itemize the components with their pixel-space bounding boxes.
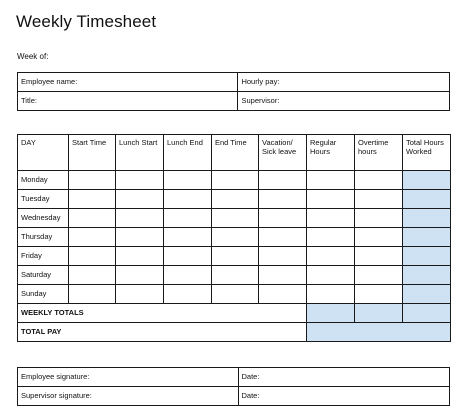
col-header-overtime-hours: Overtime hours	[355, 135, 403, 171]
cell[interactable]	[69, 209, 116, 228]
cell[interactable]	[212, 285, 259, 304]
total-hours-cell[interactable]	[403, 171, 451, 190]
cell[interactable]	[116, 171, 164, 190]
cell[interactable]	[116, 247, 164, 266]
cell[interactable]	[212, 247, 259, 266]
cell[interactable]	[259, 171, 307, 190]
employee-name-label: Employee name:	[21, 76, 78, 86]
cell[interactable]	[164, 171, 212, 190]
cell[interactable]	[259, 266, 307, 285]
supervisor-signature-date-field[interactable]	[238, 387, 450, 406]
employee-name-field[interactable]	[18, 73, 238, 92]
cell[interactable]	[164, 228, 212, 247]
regular-hours-total-cell[interactable]	[307, 304, 355, 323]
employee-info-table	[17, 72, 450, 111]
table-row	[18, 285, 451, 304]
week-of-label: Week of:	[17, 52, 49, 61]
table-row	[18, 171, 451, 190]
cell[interactable]	[307, 190, 355, 209]
table-row	[18, 266, 451, 285]
total-pay-label: TOTAL PAY	[18, 323, 307, 342]
cell[interactable]	[69, 247, 116, 266]
total-hours-cell[interactable]	[403, 228, 451, 247]
col-header-start-time: Start Time	[69, 135, 116, 171]
weekly-totals-label: WEEKLY TOTALS	[18, 304, 307, 323]
cell[interactable]	[116, 266, 164, 285]
cell[interactable]	[307, 228, 355, 247]
total-hours-cell[interactable]	[403, 266, 451, 285]
cell[interactable]	[355, 247, 403, 266]
total-pay-row	[18, 323, 451, 342]
cell[interactable]	[307, 171, 355, 190]
total-hours-cell[interactable]	[403, 247, 451, 266]
cell[interactable]	[164, 209, 212, 228]
cell[interactable]	[116, 209, 164, 228]
cell[interactable]	[307, 247, 355, 266]
cell[interactable]	[212, 228, 259, 247]
cell[interactable]	[164, 266, 212, 285]
total-hours-cell[interactable]	[403, 190, 451, 209]
day-label: Thursday	[18, 228, 69, 247]
cell[interactable]	[212, 171, 259, 190]
day-label: Monday	[18, 171, 69, 190]
cell[interactable]	[69, 190, 116, 209]
day-label: Wednesday	[18, 209, 69, 228]
cell[interactable]	[164, 285, 212, 304]
cell[interactable]	[355, 285, 403, 304]
hourly-pay-label: Hourly pay:	[241, 76, 280, 86]
col-header-lunch-start: Lunch Start	[116, 135, 164, 171]
title-label: Title:	[21, 95, 37, 105]
employee-signature-label: Employee signature:	[21, 371, 90, 381]
cell[interactable]	[212, 266, 259, 285]
cell[interactable]	[355, 171, 403, 190]
cell[interactable]	[212, 190, 259, 209]
total-pay-cell[interactable]	[307, 323, 451, 342]
col-header-regular-hours: Regular Hours	[307, 135, 355, 171]
cell[interactable]	[164, 190, 212, 209]
cell[interactable]	[116, 285, 164, 304]
cell[interactable]	[307, 266, 355, 285]
cell[interactable]	[259, 285, 307, 304]
date-label: Date:	[241, 390, 260, 400]
cell[interactable]	[355, 209, 403, 228]
table-row	[18, 190, 451, 209]
cell[interactable]	[355, 190, 403, 209]
title-field[interactable]	[18, 92, 238, 111]
col-header-day: DAY	[18, 135, 69, 171]
total-hours-total-cell[interactable]	[403, 304, 451, 323]
table-row	[18, 209, 451, 228]
cell[interactable]	[69, 228, 116, 247]
cell[interactable]	[355, 266, 403, 285]
cell[interactable]	[164, 247, 212, 266]
table-row	[18, 228, 451, 247]
cell[interactable]	[259, 228, 307, 247]
timesheet-table	[17, 134, 451, 342]
employee-signature-field[interactable]	[18, 368, 239, 387]
col-header-vacation-sick-leave: Vacation/ Sick leave	[259, 135, 307, 171]
cell[interactable]	[307, 285, 355, 304]
hourly-pay-field[interactable]	[238, 73, 450, 92]
header-row	[18, 135, 451, 171]
weekly-totals-row	[18, 304, 451, 323]
total-hours-cell[interactable]	[403, 285, 451, 304]
cell[interactable]	[355, 228, 403, 247]
cell[interactable]	[259, 209, 307, 228]
day-label: Sunday	[18, 285, 69, 304]
cell[interactable]	[259, 190, 307, 209]
table-row	[18, 247, 451, 266]
day-label: Tuesday	[18, 190, 69, 209]
total-hours-cell[interactable]	[403, 209, 451, 228]
cell[interactable]	[69, 285, 116, 304]
cell[interactable]	[307, 209, 355, 228]
col-header-total-hours-worked: Total Hours Worked	[403, 135, 451, 171]
cell[interactable]	[69, 171, 116, 190]
cell[interactable]	[116, 190, 164, 209]
cell[interactable]	[116, 228, 164, 247]
supervisor-signature-label: Supervisor signature:	[21, 390, 92, 400]
date-label: Date:	[241, 371, 260, 381]
employee-signature-date-field[interactable]	[238, 368, 450, 387]
cell[interactable]	[69, 266, 116, 285]
col-header-lunch-end: Lunch End	[164, 135, 212, 171]
page-title: Weekly Timesheet	[16, 12, 157, 31]
day-label: Saturday	[18, 266, 69, 285]
signature-table	[17, 367, 450, 406]
supervisor-field[interactable]	[238, 92, 450, 111]
supervisor-label: Supervisor:	[241, 95, 280, 105]
supervisor-signature-field[interactable]	[18, 387, 239, 406]
overtime-hours-total-cell[interactable]	[355, 304, 403, 323]
cell[interactable]	[212, 209, 259, 228]
cell[interactable]	[259, 247, 307, 266]
day-label: Friday	[18, 247, 69, 266]
col-header-end-time: End Time	[212, 135, 259, 171]
